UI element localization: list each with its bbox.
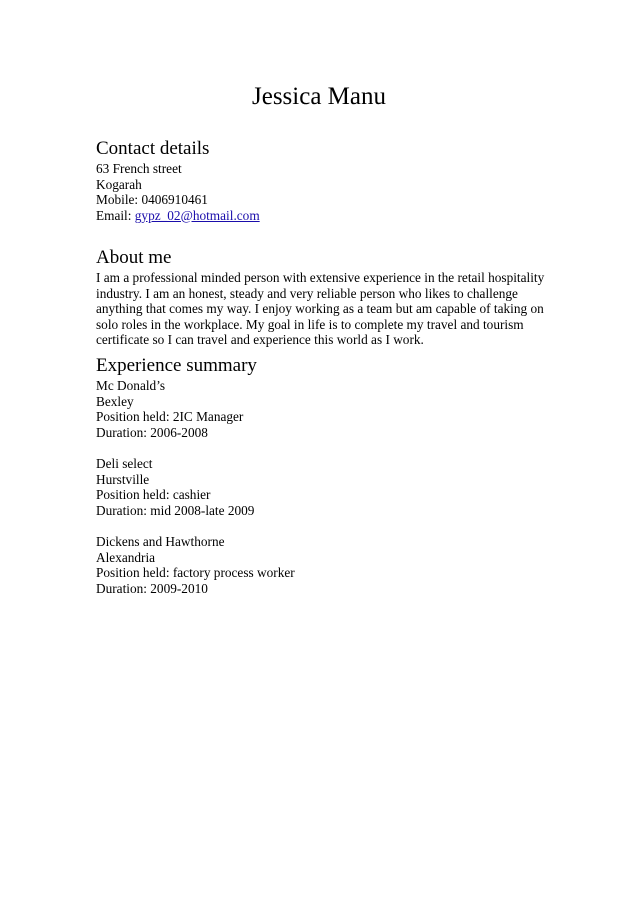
email-link[interactable]: gypz_02@hotmail.com [134, 207, 260, 223]
about-line: certificate so I can travel and experience this world as I work. [96, 332, 424, 348]
job-duration: Duration: 2006-2008 [96, 424, 208, 440]
about-section [96, 247, 546, 348]
about-line: anything that comes my way. I enjoy working as a team but am capable of taking on [96, 301, 544, 317]
job-position: Position held: cashier [96, 487, 211, 503]
about-line: I am a professional minded person with extensive experience in the retail hospitality [96, 270, 545, 285]
about-line: solo roles in the workplace. My goal in life is to complete my travel and tourism [96, 316, 524, 332]
page-title: Jessica Manu [252, 83, 386, 110]
job-entry [96, 534, 546, 596]
mobile-label: Mobile: [96, 192, 142, 208]
experience-heading: Experience summary [96, 355, 257, 376]
contact-heading: Contact details [96, 138, 210, 159]
job-position: Position held: factory process worker [96, 565, 295, 581]
job-position: Position held: 2IC Manager [96, 409, 244, 425]
job-entry [96, 378, 546, 440]
about-heading: About me [96, 247, 172, 268]
job-duration: Duration: mid 2008-late 2009 [96, 502, 255, 518]
about-line: industry. I am an honest, steady and very reliable person who likes to challenge [96, 285, 518, 301]
experience-section [96, 355, 546, 612]
job-employer: Deli select [96, 455, 153, 471]
about-paragraph [96, 270, 546, 348]
mobile-number: 0406910461 [141, 192, 208, 208]
job-duration: Duration: 2009-2010 [96, 580, 208, 596]
job-employer: Mc Donald’s [96, 378, 166, 393]
mobile-line [96, 192, 546, 208]
job-employer: Dickens and Hawthorne [96, 533, 225, 549]
email-line [96, 208, 546, 224]
contact-section [96, 138, 546, 223]
job-entry [96, 456, 546, 518]
email-label: Email: [96, 207, 135, 223]
job-location: Bexley [96, 393, 134, 409]
address-line-2: Kogarah [96, 176, 142, 192]
address-line-1: 63 French street [96, 161, 182, 176]
job-location: Alexandria [96, 549, 156, 565]
job-location: Hurstville [96, 471, 150, 487]
